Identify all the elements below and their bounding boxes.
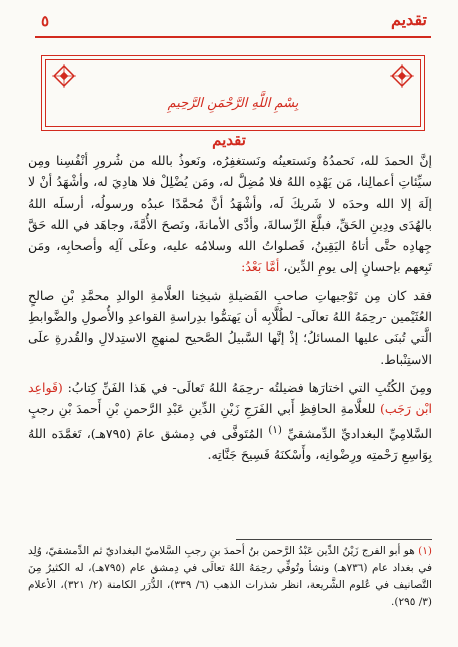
paragraph-3-text-c: المُتَوفَّى في دِمشق عامَ (٧٩٥هـ)، تَغمَّدَه اللهُ بِوَاسِعِ رَحْمتِه ورِضْوانِه، وأَسْكنَهُ فَسِيحَ جَنَّاتِه. <box>28 425 432 463</box>
book-title: (قَواعِد ابْن رَجَب) <box>28 379 432 417</box>
corner-ornament-icon <box>50 62 78 90</box>
corner-ornament-icon <box>388 62 416 90</box>
header-rule <box>35 36 431 38</box>
footnote-reference: (١) <box>268 423 282 436</box>
paragraph-3-text-a: ومِنَ الكُتُبِ التي اختارَها فضيلتُه -رحِمَهُ اللهُ تَعالَى- في هَذا الفَنِّ كِتابُ: <box>67 379 432 395</box>
footnote-text: هو أبو الفرج زَيْنُ الدِّين عَبْدُ الرَّحمن بنُ أحمدَ بنِ رجبِ السَّلاميّ البغداديّ ثم الدِّمشقيّ، وُلِد في بغداد عام (٧٣٦هـ) ونشأ وتُوفِّي رحِمَهُ اللهُ تعالَى في دِمشق عام (٧٩٥هـ)، له الكثيرُ مِنَ التَّصانيف في عُلوم الشَّريعة، انظر شذرات الذهب (٦/ ٣٣٩)، الدُّرَر الكامنة (٢/ ٣٢١)، الأعلام (٣/ ٢٩٥). <box>28 545 432 608</box>
ornamental-frame <box>41 55 425 131</box>
running-header-title: تقديم <box>390 10 427 29</box>
paragraph-1 <box>28 150 432 278</box>
ornamental-inner-border <box>45 59 421 127</box>
amma-baad: أمَّا بَعْدُ: <box>241 259 280 275</box>
footnote <box>28 543 432 611</box>
footnote-marker: (١) <box>418 545 432 557</box>
paragraph-3-text-b: للعلَّامةِ الحافِظِ أَبي الفَرَجِ زَيْنِ الدِّينِ عَبْدِ الرَّحمنِ بْنِ أَحمدَ بْنِ رجبٍ السَّلامِيِّ البغداديِّ الدِّمشقيِّ <box>28 401 432 441</box>
paragraph-3 <box>28 377 432 465</box>
paragraph-2: فقد كان مِن تَوْجيهاتِ صاحبِ الفَضيلةِ شيخِنا العلَّامةِ الوالدِ محمَّدِ بْنِ صالحٍ العُثَيْمين -رحِمَهُ اللهُ تعالَى- لطُلَّابِه أن يَهتمُّوا بدِراسةِ القواعدِ والأُصولِ والضَّوابطِ الَّتي تُبنَى عليها المسائلُ؛ إذْ إنَّها السَّبيلُ الصَّحيح لمنهجِ الاستِدلالِ والقُدرةِ علَى الاستِنْباط. <box>28 287 432 367</box>
running-header <box>35 10 431 34</box>
page-number: ٥ <box>41 12 50 30</box>
basmala-calligraphy: بِسْمِ اللَّهِ الرَّحْمَنِ الرَّحِيمِ <box>167 96 299 111</box>
paragraph-1-text: إنَّ الحمدَ لله، نَحمدُهُ ونَستعينُه ونَستغفِرُه، ونَعوذُ بالله من شُرورِ أنْفُسِنا ومِن سيِّئاتِ أعمالِنا، مَن يَهْدِه اللهُ فلا مُضِلَّ له، ومَن يُضْلِلْ فلا هادِيَ له، وأشْهَدُ أنْ لا إلَهَ إلا الله وحدَه لا شَريكَ لَه، وأشْهَدُ أنَّ مُحمَّدًا عبدُه ورسولُه، أرسلَه اللهُ بالهُدَى ودِينِ الحَقِّ، فبلَّغَ الرِّسالةَ، وأدَّى الأمانةَ، ونَصحَ الأُمَّةَ، وجاهَد في الله حَقَّ جِهادِه حتَّى أتاهُ اليَقِينُ، فَصلواتُ الله وسلامُه عليه، وعلَى آلِه وأصحابِه، ومَن تَبِعهم بإحسانٍ إلى يومِ الدِّين، <box>28 153 432 275</box>
body-text <box>28 150 432 465</box>
footnote-rule <box>236 539 432 540</box>
section-title: تقديم <box>212 131 246 149</box>
